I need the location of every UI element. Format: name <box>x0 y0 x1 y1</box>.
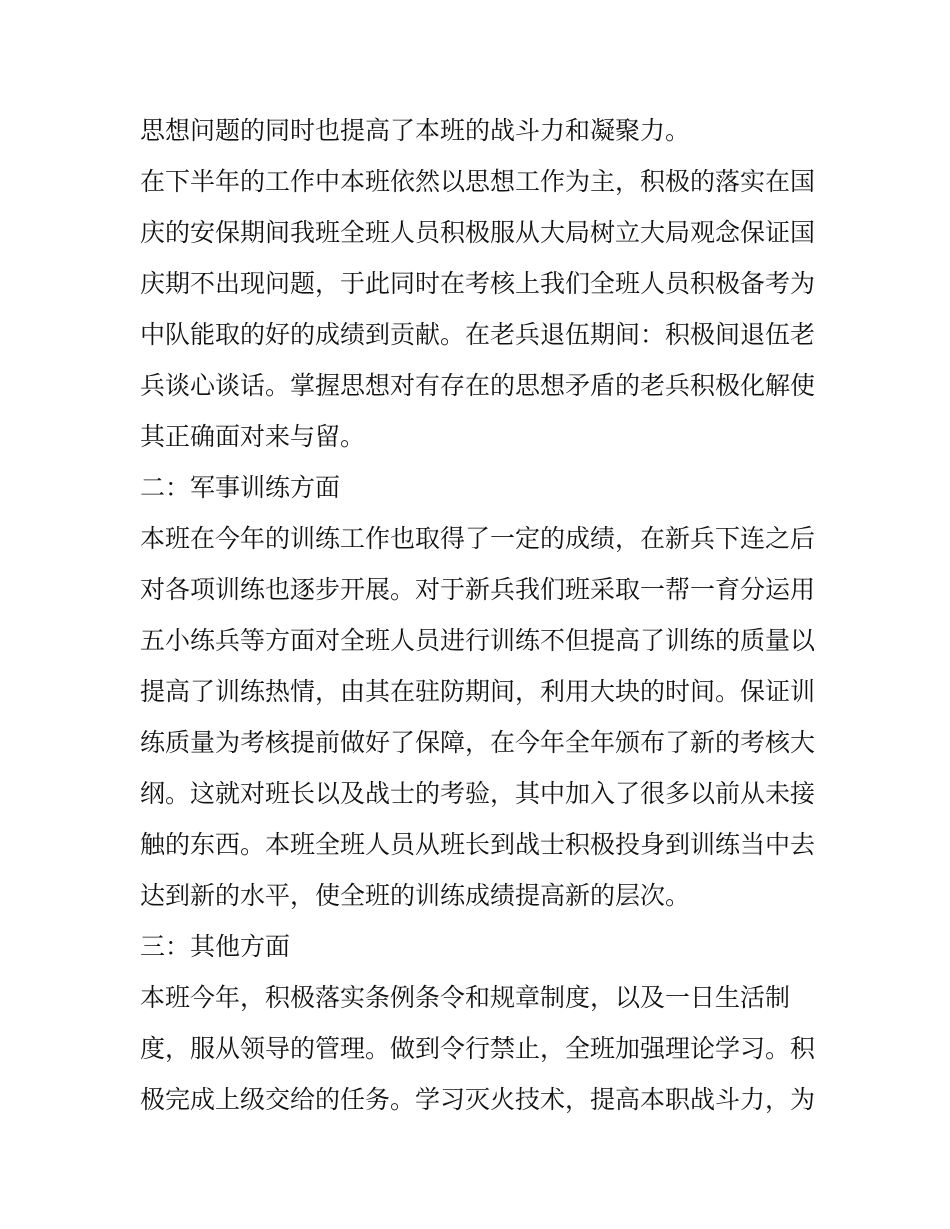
text-line: 纲。这就对班长以及战士的考验，其中加入了很多以前从未接 <box>140 779 816 808</box>
text-line: 在下半年的工作中本班依然以思想工作为主，积极的落实在国 <box>140 167 816 196</box>
text-line: 对各项训练也逐步开展。对于新兵我们班采取一帮一育分运用 <box>140 575 816 604</box>
text-line: 度，服从领导的管理。做到令行禁止，全班加强理论学习。积 <box>140 1034 816 1063</box>
text-line: 本班在今年的训练工作也取得了一定的成绩，在新兵下连之后 <box>140 524 816 553</box>
text-line: 中队能取的好的成绩到贡献。在老兵退伍期间：积极间退伍老 <box>140 320 816 349</box>
text-line: 触的东西。本班全班人员从班长到战士积极投身到训练当中去 <box>140 830 816 859</box>
text-line: 庆期不出现问题，于此同时在考核上我们全班人员积极备考为 <box>140 269 816 298</box>
text-line: 本班今年，积极落实条例条令和规章制度，以及一日生活制 <box>140 983 791 1012</box>
text-line: 极完成上级交给的任务。学习灭火技术，提高本职战斗力，为 <box>140 1085 816 1114</box>
text-line: 练质量为考核提前做好了保障，在今年全年颁布了新的考核大 <box>140 728 816 757</box>
text-line: 其正确面对来与留。 <box>140 422 366 451</box>
text-line: 达到新的水平，使全班的训练成绩提高新的层次。 <box>140 881 691 910</box>
text-line: 思想问题的同时也提高了本班的战斗力和凝聚力。 <box>140 116 691 145</box>
text-line: 提高了训练热情，由其在驻防期间，利用大块的时间。保证训 <box>140 677 816 706</box>
section-heading-military-training: 二：军事训练方面 <box>140 473 341 502</box>
text-line: 五小练兵等方面对全班人员进行训练不但提高了训练的质量以 <box>140 626 816 655</box>
body-text <box>140 105 820 1125</box>
text-line: 庆的安保期间我班全班人员积极服从大局树立大局观念保证国 <box>140 218 816 247</box>
text-line: 兵谈心谈话。掌握思想对有存在的思想矛盾的老兵积极化解使 <box>140 371 816 400</box>
section-heading-other-aspects: 三：其他方面 <box>140 932 291 961</box>
